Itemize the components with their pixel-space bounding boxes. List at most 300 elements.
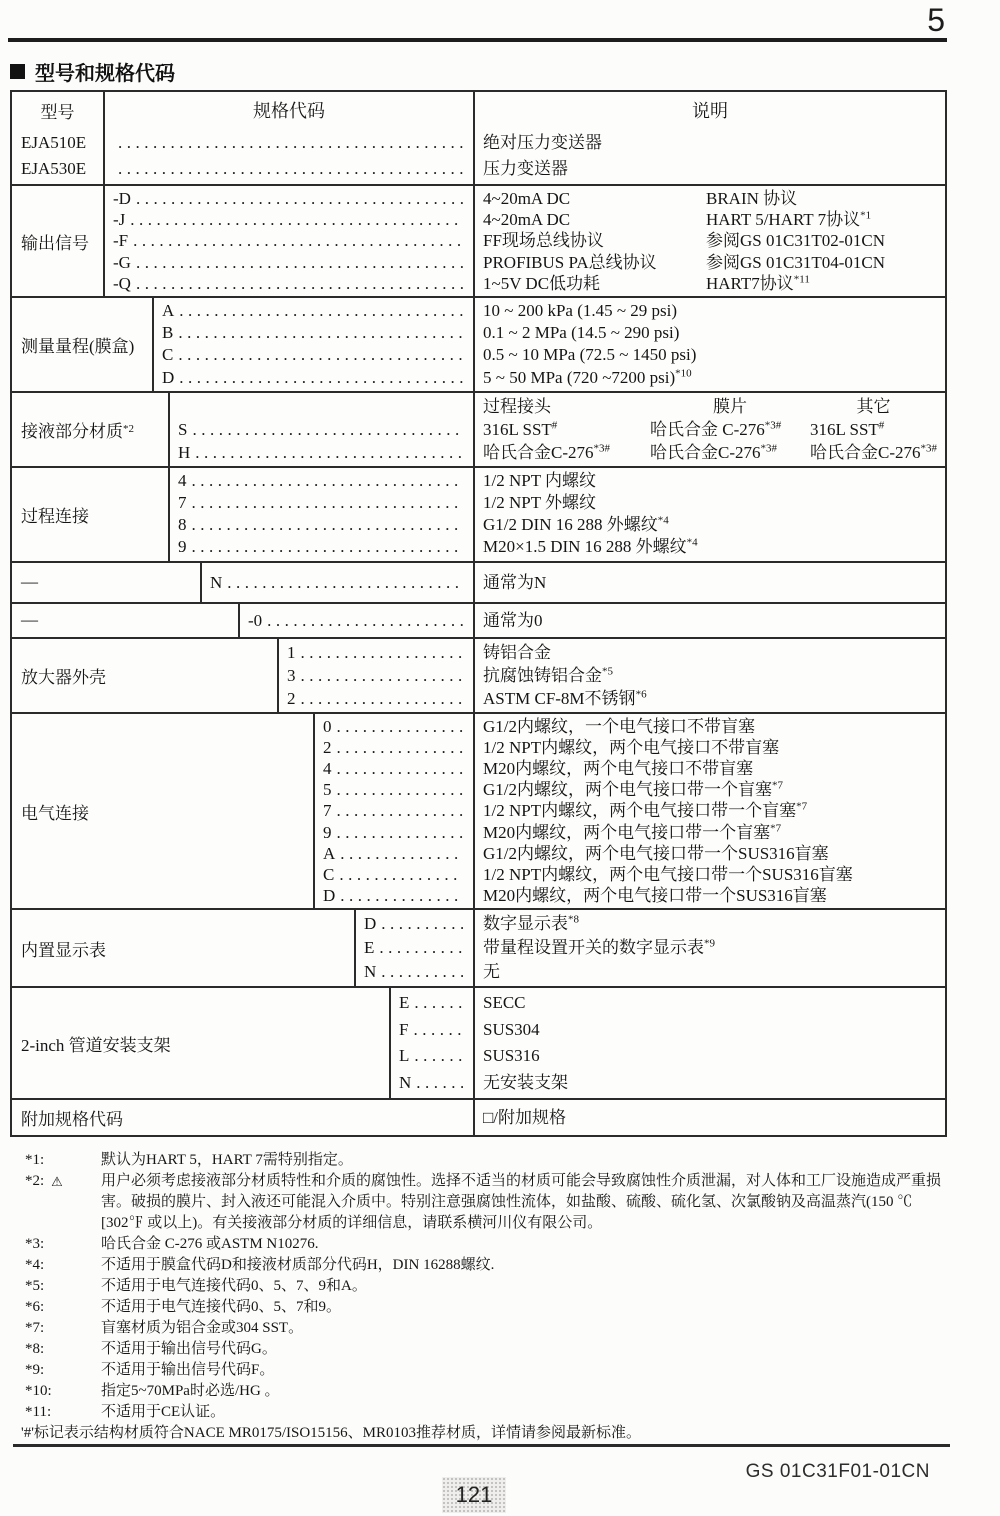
description-text: 无 [483, 962, 500, 982]
dots-leader [340, 885, 463, 906]
description-line [483, 1017, 937, 1044]
footnote-marker: *5: [25, 1278, 45, 1294]
spec-code-line [315, 779, 473, 800]
spec-code-line [154, 367, 473, 389]
description-line [483, 885, 937, 906]
spec-code: 7 [178, 493, 187, 513]
description-line [483, 843, 937, 864]
dots-leader [340, 843, 463, 864]
description-text: M20内螺纹，两个电气接口带一个SUS316盲塞 [483, 886, 827, 906]
spec-code: 8 [178, 515, 187, 535]
footnote-ref: *3# [920, 442, 937, 455]
description-cell [473, 186, 945, 296]
description-cell [473, 604, 945, 637]
footnote [25, 1255, 947, 1276]
footnote-ref: *4 [657, 514, 669, 527]
footnote-ref: *8 [568, 913, 579, 926]
footnote [25, 1297, 947, 1318]
footnote-marker-cell [25, 1255, 101, 1276]
footnote-ref: *11 [793, 273, 810, 286]
row-label: 2-inch 管道安装支架 [21, 1035, 171, 1055]
description-part2 [706, 231, 885, 250]
dots-leader [301, 641, 464, 664]
description-text: 压力变送器 [483, 159, 568, 178]
material-column-headers [483, 395, 937, 418]
footnote-text: 不适用于CE认证。 [101, 1404, 226, 1420]
footnote-ref: *7 [770, 822, 782, 834]
description-cell [473, 714, 945, 909]
spec-code-line [154, 300, 473, 322]
footnote [25, 1276, 947, 1297]
spec-code-cell [170, 468, 473, 561]
spec-code-cell [240, 604, 473, 637]
description-text: G1/2内螺纹，两个电气接口带一个盲塞 [483, 780, 772, 800]
header-spec-code: 规格代码 [253, 101, 325, 121]
spec-code-line [391, 1043, 473, 1070]
dots-leader [178, 344, 463, 366]
spec-code: 5 [323, 780, 332, 800]
dots-leader [227, 571, 463, 594]
warning-icon: ⚠ [51, 1174, 63, 1189]
dots-leader [414, 990, 463, 1017]
description-text: 参阅GS 01C31T04-01CN [706, 252, 885, 272]
spec-code-line [391, 1017, 473, 1044]
description-line [483, 664, 937, 687]
description-cell [473, 128, 945, 184]
spec-code-line [105, 252, 473, 273]
description-text: 1/2 NPT内螺纹，两个电气接口带一个SUS316盲塞 [483, 865, 853, 885]
spec-code: 4 [178, 470, 187, 490]
spec-code: -F [113, 231, 129, 251]
spec-code: E [399, 993, 410, 1013]
table-row [12, 1098, 945, 1135]
spec-code-cell [202, 563, 473, 602]
table-row [12, 128, 945, 184]
row-label: — [21, 572, 38, 592]
spec-code: C [162, 345, 174, 365]
footnote-marker-cell [25, 1339, 101, 1360]
spec-code-line [315, 737, 473, 758]
footnote-text: 不适用于输出信号代码F。 [101, 1362, 275, 1378]
spec-code-line [315, 822, 473, 843]
spec-code: A [323, 843, 336, 863]
description-line [483, 687, 937, 710]
model-spec-table [10, 90, 947, 1137]
dots-leader [381, 912, 463, 936]
description-text: □/附加规格 [483, 1108, 566, 1128]
row-label-cell [12, 988, 391, 1098]
footnote-ref: *3# [764, 419, 782, 432]
footnote-text: 不适用于电气连接代码0、5、7和9。 [101, 1299, 342, 1315]
footnote-marker-cell [25, 1360, 101, 1381]
spec-code: -J [113, 210, 126, 230]
footnote-ref: *1 [860, 209, 872, 222]
description-text: G1/2内螺纹，两个电气接口带一个SUS316盲塞 [483, 843, 829, 863]
dots-leader [178, 322, 463, 344]
description-part2 [706, 210, 871, 229]
description-line [483, 230, 937, 251]
row-label: 放大器外壳 [21, 667, 106, 687]
spec-code: B [162, 323, 174, 343]
footnote-ref: *7 [796, 800, 808, 813]
description-line [483, 367, 937, 389]
description-line [483, 156, 937, 182]
description-text: HART 5/HART 7协议 [706, 210, 861, 230]
spec-code: 2 [323, 737, 332, 757]
footnote [25, 1381, 947, 1402]
spec-code: E [364, 938, 375, 958]
description-text: 0.5 ~ 10 MPa (72.5 ~ 1450 psi) [483, 345, 697, 365]
footnote-marker: *7: [25, 1320, 45, 1336]
material-cell [810, 418, 937, 441]
description-text: SUS316 [483, 1046, 540, 1066]
spec-code-cell [279, 639, 473, 712]
spec-code-line [279, 664, 473, 687]
footnote-marker-cell [25, 1297, 101, 1318]
material-text: 316L SST [483, 419, 552, 439]
spec-code-cell [356, 910, 473, 986]
description-part1: FF现场总线协议 [483, 231, 604, 251]
description-line [483, 716, 937, 737]
description-text: 参阅GS 01C31T02-01CN [706, 231, 885, 251]
model-code: EJA510E [21, 133, 87, 152]
footnote-ref: *10 [675, 366, 692, 379]
table-row [12, 986, 945, 1098]
description-line [483, 641, 937, 664]
dots-leader [337, 822, 464, 843]
table-row [12, 712, 945, 909]
row-label-cell [12, 298, 154, 391]
spec-code: N [399, 1072, 412, 1092]
footnote-ref: *3# [760, 442, 777, 455]
material-row [483, 418, 937, 441]
spec-code: -G [113, 252, 131, 272]
dots-leader [414, 1043, 463, 1070]
footnote-ref: *5 [602, 664, 613, 677]
footnote [25, 1360, 947, 1381]
dots-leader [136, 252, 463, 273]
description-line [483, 758, 937, 779]
description-line [483, 571, 937, 594]
description-line [483, 130, 937, 156]
spec-code-line [105, 273, 473, 294]
table-row [12, 602, 945, 637]
model-code: EJA530E [21, 159, 87, 178]
description-line [483, 990, 937, 1017]
spec-code-line [170, 492, 473, 514]
spec-code: F [399, 1019, 409, 1039]
dots-leader [337, 800, 464, 821]
material-col-header: 过程接头 [483, 396, 551, 416]
description-text: 5 ~ 50 MPa (720 ~7200 psi) [483, 367, 676, 387]
description-text: 1/2 NPT 内螺纹 [483, 470, 597, 490]
dots-leader [118, 130, 463, 156]
table-header-row [12, 92, 945, 128]
description-line [483, 344, 937, 366]
description-text: 10 ~ 200 kPa (1.45 ~ 29 psi) [483, 301, 678, 321]
dots-leader [267, 609, 463, 632]
description-text: 铸铝合金 [483, 642, 551, 662]
footnote-marker: *8: [25, 1341, 45, 1357]
footnotes [21, 1150, 947, 1444]
spec-code-line [279, 687, 473, 710]
description-part2 [706, 253, 885, 272]
material-col-header: 其它 [856, 396, 891, 416]
table-row [12, 184, 945, 296]
row-label-cell [12, 563, 202, 602]
material-text: 316L SST [810, 419, 879, 439]
footnote-ref: # [551, 419, 558, 432]
material-text: 哈氏合金C-276 [810, 442, 921, 462]
description-cell [473, 468, 945, 561]
spec-code-line [356, 960, 473, 984]
footnote [25, 1318, 947, 1339]
spec-code-line [105, 188, 473, 209]
spec-code: 3 [287, 665, 296, 685]
spec-code-line [315, 800, 473, 821]
row-label: 输出信号 [21, 233, 89, 253]
section-title-label: 型号和规格代码 [35, 63, 175, 85]
footnote [25, 1171, 947, 1234]
spec-code: -Q [113, 273, 131, 293]
row-label: 电气连接 [21, 803, 89, 823]
footnote-marker: *2: [25, 1173, 45, 1189]
footnote-ref: # [878, 419, 885, 432]
description-line [483, 1106, 937, 1129]
spec-code: A [162, 301, 175, 321]
row-label-cell: 接液部分材质 *2 [12, 393, 170, 466]
footnote [25, 1402, 947, 1423]
footnote-text: 不适用于输出信号代码G。 [101, 1341, 277, 1357]
spec-code-line [105, 130, 473, 156]
dots-leader [413, 1017, 463, 1044]
spec-code-cell [105, 186, 473, 296]
spec-code-line [356, 936, 473, 960]
description-cell [473, 563, 945, 602]
spec-code: 9 [178, 537, 187, 557]
header-model: 型号 [12, 92, 105, 128]
description-text: 1/2 NPT内螺纹，两个电气接口带一个盲塞 [483, 801, 797, 821]
footnote-ref: *3# [593, 442, 610, 455]
spec-code-line [170, 536, 473, 558]
description-cell [473, 910, 945, 986]
description-text: 无安装支架 [483, 1072, 568, 1092]
description-line [483, 273, 937, 294]
footnote-marker-cell [25, 1402, 101, 1423]
footnote-text: 用户必须考虑接液部分材质特性和介质的腐蚀性。选择不适当的材质可能会导致腐蚀性介质泄漏，对人体和工厂设施造成严重损害。破损的膜片、封入液还可能混入介质中。特别注意强腐蚀性流体，如盐酸、硫酸、硫化氢、次氯酸钠及高温蒸汽(150 ℃ [302℉ 或以上)。有关接液部分材质的详细信息，请联系横河川仪有限公司。 [101, 1173, 942, 1231]
spec-code: 0 [323, 716, 332, 736]
description-cell [473, 393, 945, 466]
description-line [483, 300, 937, 322]
description-part2 [706, 189, 797, 208]
material-cell [483, 418, 650, 441]
description-text: G1/2 DIN 16 288 外螺纹 [483, 515, 658, 535]
material-cell [650, 418, 810, 441]
dots-leader [179, 367, 463, 389]
footnote-marker: *3: [25, 1236, 45, 1252]
material-text: 哈氏合金C-276 [483, 442, 594, 462]
dots-leader [301, 664, 464, 687]
dots-leader [337, 737, 464, 758]
description-text: M20内螺纹，两个电气接口带一个盲塞 [483, 822, 771, 842]
description-line [483, 322, 937, 344]
spec-code-line [202, 571, 473, 594]
footnote-text: 盲塞材质为铝合金或304 SST。 [101, 1320, 304, 1336]
table-row [12, 466, 945, 561]
description-text: M20×1.5 DIN 16 288 外螺纹 [483, 537, 687, 557]
dots-leader [118, 156, 463, 182]
spec-code-cell [105, 128, 473, 184]
footnote-ref: *7 [772, 779, 783, 792]
spec-code: D [364, 914, 377, 934]
spec-code-line [391, 1070, 473, 1097]
footnote-marker-cell [25, 1171, 101, 1234]
description-cell [473, 988, 945, 1098]
spec-code: 1 [287, 642, 296, 662]
spec-code-line [105, 156, 473, 182]
spec-code: -0 [248, 610, 263, 630]
spec-code: S [178, 419, 188, 439]
spec-code: D [323, 886, 336, 906]
top-rule-divider [8, 38, 947, 42]
description-text: 通常为N [483, 572, 547, 592]
dots-leader [192, 536, 464, 558]
footnote [25, 1339, 947, 1360]
spec-code-line [240, 609, 473, 632]
spec-code: C [323, 865, 335, 885]
description-line [483, 800, 937, 821]
spec-code-line [170, 418, 473, 441]
table-row [12, 561, 945, 602]
spec-code-line [315, 758, 473, 779]
row-label: 附加规格代码 [21, 1110, 123, 1130]
row-label-cell [12, 604, 240, 637]
description-line [483, 936, 937, 960]
spec-code-cell [170, 393, 473, 466]
description-part1: 4~20mA DC [483, 210, 571, 230]
spec-code: N [364, 962, 377, 982]
material-text: 哈氏合金 C-276 [650, 419, 765, 439]
header-description: 说明 [473, 92, 945, 128]
description-line [483, 864, 937, 885]
spec-code-line [105, 209, 473, 230]
dots-leader [337, 758, 464, 779]
footnote-ref: *4 [686, 536, 698, 549]
description-cell [473, 1100, 945, 1135]
material-cell [810, 441, 937, 464]
spec-code-line [170, 470, 473, 492]
footnote-text: 指定5~70MPa时必选/HG 。 [101, 1383, 280, 1399]
table-row [12, 296, 945, 391]
footnote-marker-cell [25, 1381, 101, 1402]
row-label: 过程连接 [21, 506, 89, 526]
description-text: G1/2内螺纹，一个电气接口不带盲塞 [483, 716, 755, 736]
spec-code-line [154, 344, 473, 366]
hash-material-note: '#'标记表示结构材质符合NACE MR0175/ISO15156、MR0103推荐材质，详情请参阅最新标准。 [21, 1425, 642, 1441]
dots-leader [337, 779, 464, 800]
row-label-cell [12, 468, 170, 561]
description-line [483, 609, 937, 632]
description-line [483, 822, 937, 843]
dots-leader [136, 273, 463, 294]
page-number-top: 5 [927, 2, 945, 38]
description-text: 1/2 NPT 外螺纹 [483, 493, 597, 513]
spec-code: 7 [323, 801, 332, 821]
row-label-cell [12, 639, 279, 712]
spec-code-line [391, 990, 473, 1017]
description-text: 绝对压力变送器 [483, 133, 602, 152]
footnote [25, 1150, 947, 1171]
table-body [12, 128, 945, 1135]
description-line [483, 514, 937, 536]
spec-code-cell [391, 988, 473, 1098]
footnote-text: 不适用于电气连接代码0、5、7、9和A。 [101, 1278, 367, 1294]
footnote-marker: *9: [25, 1362, 45, 1378]
dots-leader [379, 936, 463, 960]
dots-leader [337, 716, 464, 737]
dots-leader [192, 514, 464, 536]
footnote-marker: *11: [25, 1404, 52, 1420]
description-line [483, 1043, 937, 1070]
row-label: 接液部分材质 [21, 421, 123, 441]
description-text: HART7协议 [706, 273, 794, 293]
dots-leader [416, 1070, 463, 1097]
dots-leader [192, 492, 464, 514]
description-line [483, 779, 937, 800]
spec-code-line [170, 441, 473, 464]
spec-code-line [279, 641, 473, 664]
description-text: ASTM CF-8M不锈钢 [483, 688, 636, 708]
spec-code-line [315, 864, 473, 885]
description-text: 抗腐蚀铸铝合金 [483, 665, 602, 685]
footnote-text: 不适用于膜盒代码D和接液材质部分代码H，DIN 16288螺纹. [101, 1257, 495, 1273]
row-label: 测量量程(膜盒) [21, 336, 135, 356]
spec-code-line [154, 322, 473, 344]
spec-code-line [170, 395, 473, 418]
footer-page-number: 121 [442, 1477, 506, 1513]
material-cell [483, 441, 650, 464]
description-text: 0.1 ~ 2 MPa (14.5 ~ 290 psi) [483, 323, 680, 343]
description-part1: PROFIBUS PA总线协议 [483, 252, 657, 272]
spec-code: N [210, 572, 223, 592]
dots-leader [301, 687, 464, 710]
footnote-text: 默认为HART 5，HART 7需特别指定。 [101, 1152, 353, 1168]
footnote-text: 哈氏合金 C-276 或ASTM N10276. [101, 1236, 319, 1252]
section-title [10, 57, 175, 86]
row-label-cell [12, 186, 105, 296]
footnote-marker: *6: [25, 1299, 45, 1315]
row-label-cell [12, 714, 315, 909]
bottom-rule-divider [13, 1444, 950, 1447]
description-line [483, 737, 937, 758]
dots-leader [179, 300, 463, 322]
material-row [483, 441, 937, 464]
description-part1: 1~5V DC低功耗 [483, 273, 601, 293]
table-row [12, 637, 945, 712]
row-label-cell [12, 128, 105, 184]
footnote-marker-cell [25, 1150, 101, 1171]
footnote-marker-cell [25, 1318, 101, 1339]
row-label-cell [12, 910, 356, 986]
table-row [12, 908, 945, 986]
description-line [483, 188, 937, 209]
spec-code: -D [113, 189, 131, 208]
description-line [483, 492, 937, 514]
description-line [483, 536, 937, 558]
footnote-marker: *4: [25, 1257, 45, 1273]
dots-leader [133, 230, 463, 251]
section-bullet-icon [10, 64, 25, 79]
